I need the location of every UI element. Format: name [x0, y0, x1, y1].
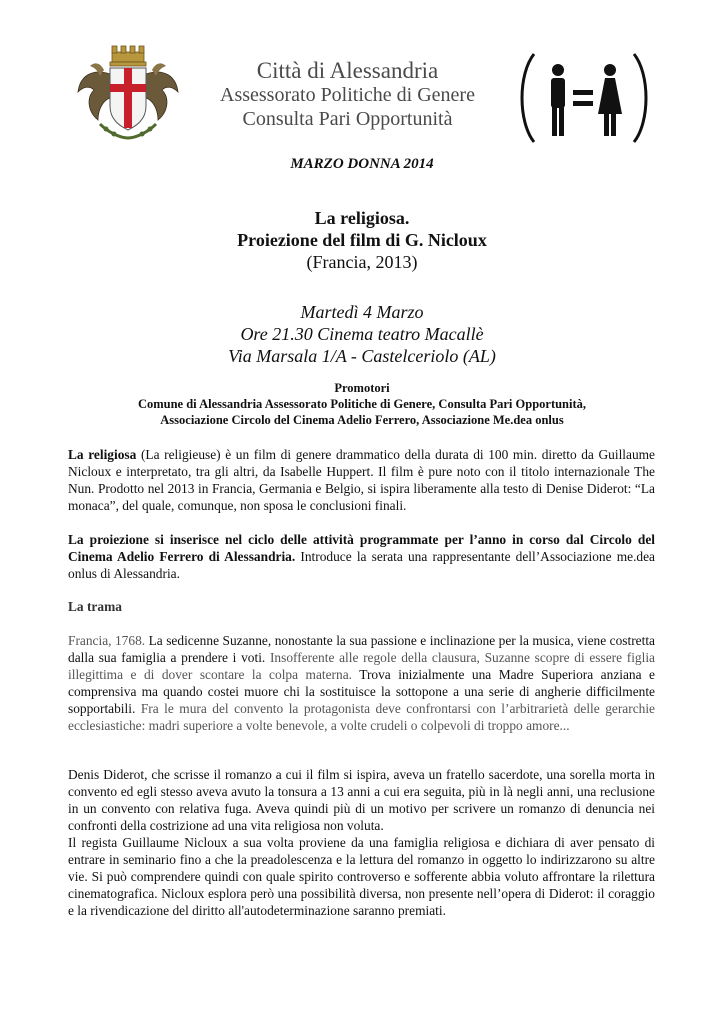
letterhead-text [190, 58, 505, 131]
intro-lead: La religiosa [68, 447, 137, 462]
screening-paragraph [68, 531, 655, 582]
promoters-line-1: Comune di Alessandria Assessorato Politiche di Genere, Consulta Pari Opportunità, [137, 397, 587, 411]
promoters-heading: Promotori [334, 381, 390, 395]
plot-heading: La trama [68, 599, 122, 614]
film-title: La religiosa. [314, 208, 410, 228]
diderot-paragraph: Denis Diderot, che scrisse il romanzo a cui il film si ispira, aveva un fratello sacerdote, una sorella morta in convento ed egli stesso aveva avuto la tonsura a 13 anni a cui era seguita, più in là negli anni, una reclusione in un convento con relativa fuga. Aveva quindi più di un motivo per scrivere un romanzo di denuncia nei confronti della costrizione ad una vita religiosa non voluta. [68, 767, 655, 833]
screening-title: Proiezione del film di G. Nicloux [237, 230, 487, 250]
alessandria-coat-of-arms-icon [70, 40, 186, 144]
promoters-block [60, 380, 664, 428]
department-name: Assessorato Politiche di Genere [220, 84, 475, 106]
event-date: Martedì 4 Marzo [300, 302, 424, 322]
film-country-year: (Francia, 2013) [306, 252, 418, 272]
gender-equality-symbol-icon [514, 50, 654, 146]
intro-paragraph [68, 446, 655, 514]
screening-bold: La proiezione si inserisce nel ciclo delle attività programmate per l’anno in corso dal Circolo del Cinema Adelio Ferrero di Alessandria. [68, 532, 655, 564]
intro-text: (La religieuse) è un film di genere drammatico della durata di 100 min. diretto da Guillaume Nicloux e interpretato, tra gli altri, da Isabelle Huppert. Il film è pure noto con il titolo internazionale The Nun. Prodotto nel 2013 in Francia, Germania e Belgio, si ispira liberamente alla testo di Denise Diderot: “La monaca”, del quale, comunque, non sposa le conclusioni finali. [68, 447, 656, 513]
council-name: Consulta Pari Opportunità [242, 108, 453, 130]
plot-s1: Francia, 1768. [68, 633, 149, 648]
director-paragraph: Il regista Guillaume Nicloux a sua volta proviene da una famiglia religiosa e dichiara di aver pensato di entrare in seminario fino a che la preadolescenza e la lettura del romanzo in oggetto lo indirizzarono su altre vie. Si può comprendere quindi con quale spirito controverso e sofferente abbia voluto affrontare la rilettura cinematografica. Nicloux esplora però una possibilità diversa, non presente nell’opera di Diderot: il coraggio e la rivendicazione del diritto all'autodeterminazione saranno premiati. [68, 835, 655, 918]
city-name: Città di Alessandria [256, 58, 439, 83]
plot-s3: Insofferente alle regole della clausura, Suzanne scopre di essere figlia illegittima e di dover scontare la colpa materna. [68, 650, 655, 682]
plot-paragraph [68, 632, 655, 734]
event-address: Via Marsala 1/A - Castelceriolo (AL) [228, 346, 496, 366]
event-series: MARZO DONNA 2014 [290, 156, 434, 172]
event-time-place: Ore 21.30 Cinema teatro Macallè [240, 324, 484, 344]
plot-s2: La sedicenne Suzanne, nonostante la sua passione e inclinazione per la musica, viene costretta dalla sua famiglia a prendere i voti. [68, 633, 655, 665]
screening-text: Introduce la serata una rappresentante dell’Associazione me.dea onlus di Alessandria. [68, 549, 656, 581]
promoters-line-2: Associazione Circolo del Cinema Adelio Ferrero, Associazione Me.dea onlus [160, 413, 564, 427]
plot-s4: Trova inizialmente una Madre Superiora anziana e comprensiva ma quando costei muore chi la sostituisce la sottopone a una serie di angherie difficilmente sopportabili. [68, 667, 655, 716]
event-block [0, 156, 724, 367]
plot-s5: Fra le mura del convento la protagonista deve confrontarsi con l’arbitrarietà delle gerarchie ecclesiastiche: madri superiore a volte benevole, a volte crudeli o colpevoli di troppo amore... [68, 701, 655, 733]
letterhead [0, 0, 724, 150]
